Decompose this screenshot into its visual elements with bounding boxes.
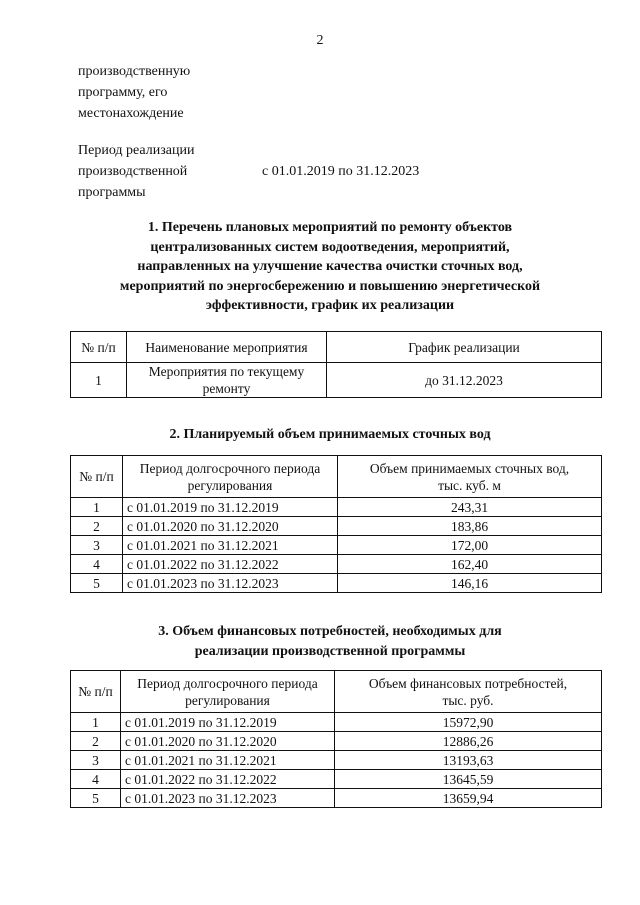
cell-financial: 12886,26 [335, 732, 602, 751]
header-volume-line: тыс. куб. м [438, 477, 501, 493]
cell-num: 5 [71, 789, 121, 808]
cell-name-line: Мероприятия по текущему [148, 364, 305, 379]
header-period-line: регулирования [187, 477, 273, 493]
table-row [71, 574, 602, 593]
table-row [71, 498, 602, 517]
cell-financial: 13645,59 [335, 770, 602, 789]
cell-num: 2 [71, 517, 123, 536]
table-header-row [71, 332, 602, 363]
cell-num: 3 [71, 751, 121, 770]
section-1-title [60, 218, 600, 316]
activities-table [70, 331, 602, 398]
cell-schedule: до 31.12.2023 [327, 363, 602, 398]
cell-num: 2 [71, 732, 121, 751]
header-period [121, 671, 335, 713]
table-row [71, 713, 602, 732]
section-3-title [60, 622, 600, 661]
cell-volume: 243,31 [338, 498, 602, 517]
cell-period: с 01.01.2021 по 31.12.2021 [123, 536, 338, 555]
period-label-line: Период реализации [78, 143, 195, 158]
section-1-title-line: направленных на улучшение качества очистки сточных вод, [137, 259, 523, 274]
cell-volume: 172,00 [338, 536, 602, 555]
table-row [71, 751, 602, 770]
cell-period: с 01.01.2019 по 31.12.2019 [121, 713, 335, 732]
header-schedule: График реализации [327, 332, 602, 363]
header-name: Наименование мероприятия [127, 332, 327, 363]
cell-period: с 01.01.2023 по 31.12.2023 [121, 789, 335, 808]
table-header-row [71, 671, 602, 713]
header-volume [338, 456, 602, 498]
cell-num: 4 [71, 770, 121, 789]
header-financial-line: Объем финансовых потребностей, [368, 675, 568, 691]
cell-volume: 183,86 [338, 517, 602, 536]
header-num: № п/п [71, 456, 123, 498]
cell-period: с 01.01.2020 по 31.12.2020 [123, 517, 338, 536]
cell-num: 3 [71, 536, 123, 555]
page-number: 2 [316, 33, 324, 48]
wastewater-volume-table [70, 455, 602, 593]
table-row [71, 789, 602, 808]
cell-period: с 01.01.2021 по 31.12.2021 [121, 751, 335, 770]
period-value: с 01.01.2019 по 31.12.2023 [262, 164, 420, 179]
header-period-line: Период долгосрочного периода [139, 460, 321, 476]
intro-line: производственную [78, 64, 191, 79]
section-1-title-line: мероприятий по энергосбережению и повышению энергетической [119, 278, 541, 294]
cell-period: с 01.01.2022 по 31.12.2022 [121, 770, 335, 789]
table-row [71, 536, 602, 555]
cell-volume: 162,40 [338, 555, 602, 574]
section-1-title-line: 1. Перечень плановых мероприятий по ремонту объектов [147, 220, 513, 235]
intro-block [78, 61, 190, 124]
section-3-title-line: реализации производственной программы [194, 643, 466, 659]
header-num: № п/п [71, 332, 127, 363]
header-num: № п/п [71, 671, 121, 713]
table-row [71, 363, 602, 398]
intro-line: программу, его [78, 85, 168, 100]
cell-num: 1 [71, 498, 123, 517]
table-row [71, 732, 602, 751]
table-row [71, 770, 602, 789]
section-1-title-line: эффективности, график их реализации [205, 298, 455, 313]
header-period-line: Период долгосрочного периода [137, 675, 318, 691]
cell-num: 4 [71, 555, 123, 574]
cell-financial: 15972,90 [335, 713, 602, 732]
section-1-title-line: централизованных систем водоотведения, мероприятий, [150, 239, 510, 255]
cell-num: 5 [71, 574, 123, 593]
header-period [123, 456, 338, 498]
table-row [71, 555, 602, 574]
period-label [78, 140, 194, 203]
financial-needs-table [70, 670, 602, 808]
header-period-line: регулирования [185, 692, 270, 708]
cell-period: с 01.01.2023 по 31.12.2023 [123, 574, 338, 593]
section-2-title: 2. Планируемый объем принимаемых сточных вод [169, 427, 491, 442]
header-financial [335, 671, 602, 713]
cell-name-line: ремонту [202, 381, 251, 396]
cell-period: с 01.01.2020 по 31.12.2020 [121, 732, 335, 751]
section-3-title-line: 3. Объем финансовых потребностей, необходимых для [158, 624, 502, 639]
cell-name [127, 363, 327, 398]
table-header-row [71, 456, 602, 498]
cell-financial: 13193,63 [335, 751, 602, 770]
period-label-line: программы [78, 185, 146, 200]
cell-period: с 01.01.2019 по 31.12.2019 [123, 498, 338, 517]
header-financial-line: тыс. руб. [442, 692, 494, 708]
table-row [71, 517, 602, 536]
header-volume-line: Объем принимаемых сточных вод, [369, 460, 570, 476]
cell-period: с 01.01.2022 по 31.12.2022 [123, 555, 338, 574]
cell-num: 1 [71, 363, 127, 398]
intro-line: местонахождение [78, 106, 184, 121]
cell-volume: 146,16 [338, 574, 602, 593]
period-label-line: производственной [78, 164, 188, 179]
cell-financial: 13659,94 [335, 789, 602, 808]
cell-num: 1 [71, 713, 121, 732]
